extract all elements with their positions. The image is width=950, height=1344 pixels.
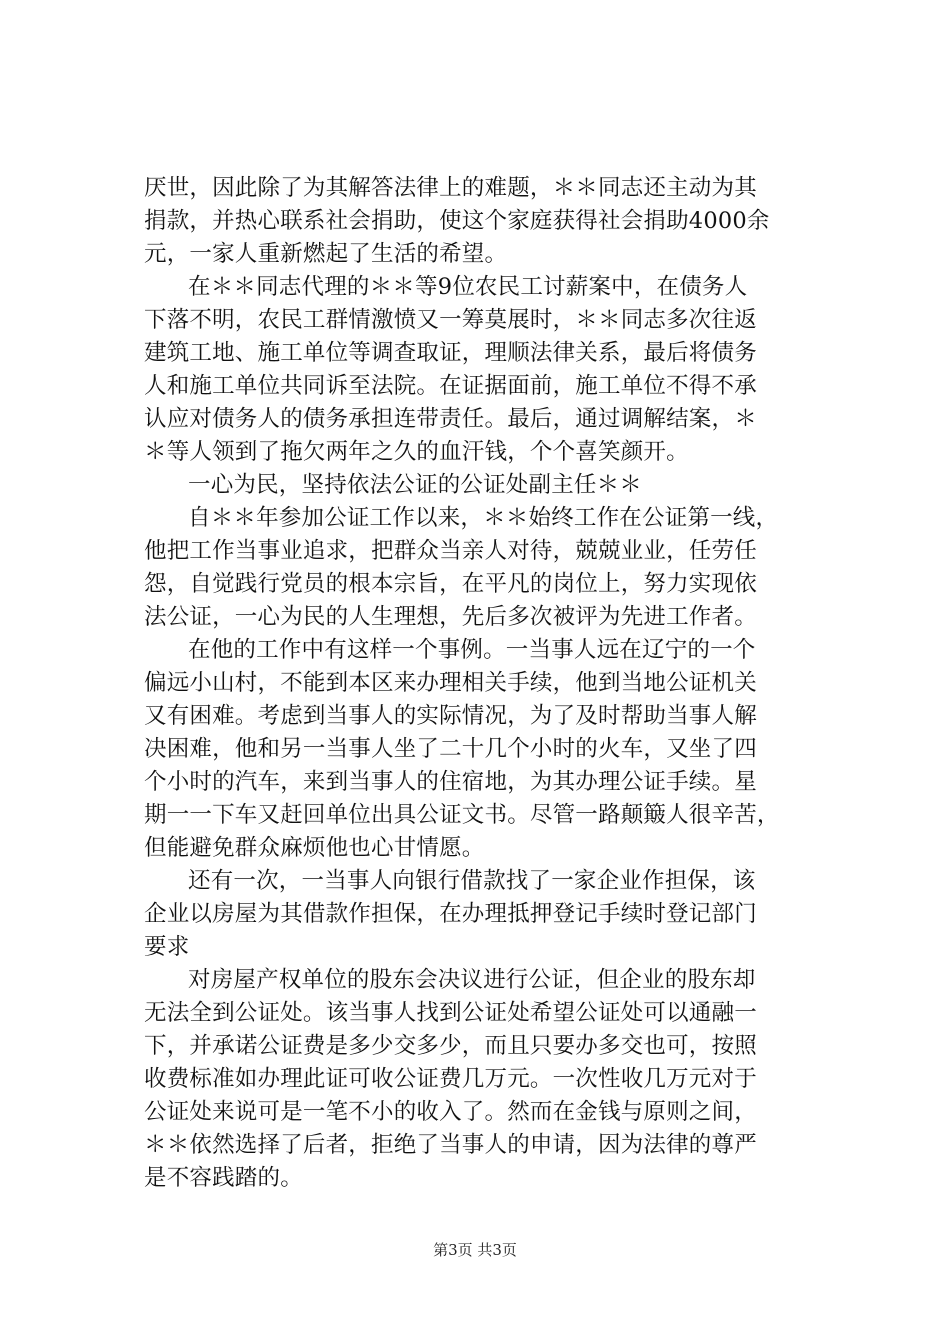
text-line: ＊＊依然选择了后者，拒绝了当事人的申请，因为法律的尊严 (144, 1132, 757, 1158)
text-line: 自＊＊年参加公证工作以来，＊＊始终工作在公证第一线， (188, 505, 779, 531)
text-line: 要求 (144, 934, 190, 960)
text-line: 法公证，一心为民的人生理想，先后多次被评为先进工作者。 (144, 604, 757, 630)
text-line: 偏远小山村，不能到本区来办理相关手续，他到当地公证机关 (144, 670, 757, 696)
text-line: 公证处来说可是一笔不小的收入了。然而在金钱与原则之间， (144, 1099, 757, 1125)
text-line: ＊等人领到了拖欠两年之久的血汗钱，个个喜笑颜开。 (144, 439, 689, 465)
text-line: 下，并承诺公证费是多少交多少，而且只要办多交也可，按照 (144, 1033, 757, 1059)
text-line: 还有一次，一当事人向银行借款找了一家企业作担保，该 (188, 868, 756, 894)
text-line: 决困难，他和另一当事人坐了二十几个小时的火车，又坐了四 (144, 736, 757, 762)
text-line: 下落不明，农民工群情激愤又一筹莫展时，＊＊同志多次往返 (144, 307, 757, 333)
text-line: 人和施工单位共同诉至法院。在证据面前，施工单位不得不承 (144, 373, 757, 399)
text-line: 个小时的汽车，来到当事人的住宿地，为其办理公证手续。星 (144, 769, 757, 795)
text-line: 怨，自觉践行党员的根本宗旨，在平凡的岗位上，努力实现依 (144, 571, 757, 597)
document-body (144, 172, 834, 1195)
text-line: 无法全到公证处。该当事人找到公证处希望公证处可以通融一 (144, 1000, 757, 1026)
page-footer: 第3页 共3页 (433, 1241, 517, 1259)
text-line: 他把工作当事业追求，把群众当亲人对待，兢兢业业，任劳任 (144, 538, 757, 564)
text-line: 是不容践踏的。 (144, 1165, 303, 1191)
text-line: 元，一家人重新燃起了生活的希望。 (144, 241, 508, 267)
text-line: 期一一下车又赶回单位出具公证文书。尽管一路颠簸人很辛苦， (144, 802, 780, 828)
text-line: 但能避免群众麻烦他也心甘情愿。 (144, 835, 485, 861)
text-line: 厌世，因此除了为其解答法律上的难题，＊＊同志还主动为其 (144, 175, 757, 201)
text-line: 建筑工地、施工单位等调查取证，理顺法律关系，最后将债务 (144, 340, 757, 366)
text-line: 收费标准如办理此证可收公证费几万元。一次性收几万元对于 (144, 1066, 757, 1092)
text-line: 一心为民，坚持依法公证的公证处副主任＊＊ (188, 472, 643, 498)
text-line: 对房屋产权单位的股东会决议进行公证，但企业的股东却 (188, 967, 756, 993)
text-line: 捐款，并热心联系社会捐助，使这个家庭获得社会捐助4000余 (144, 208, 770, 234)
text-line: 在他的工作中有这样一个事例。一当事人远在辽宁的一个 (188, 637, 756, 663)
text-line: 认应对债务人的债务承担连带责任。最后，通过调解结案，＊ (144, 406, 757, 432)
text-line: 又有困难。考虑到当事人的实际情况，为了及时帮助当事人解 (144, 703, 757, 729)
text-line: 企业以房屋为其借款作担保，在办理抵押登记手续时登记部门 (144, 901, 757, 927)
text-line: 在＊＊同志代理的＊＊等9位农民工讨薪案中，在债务人 (188, 274, 748, 300)
